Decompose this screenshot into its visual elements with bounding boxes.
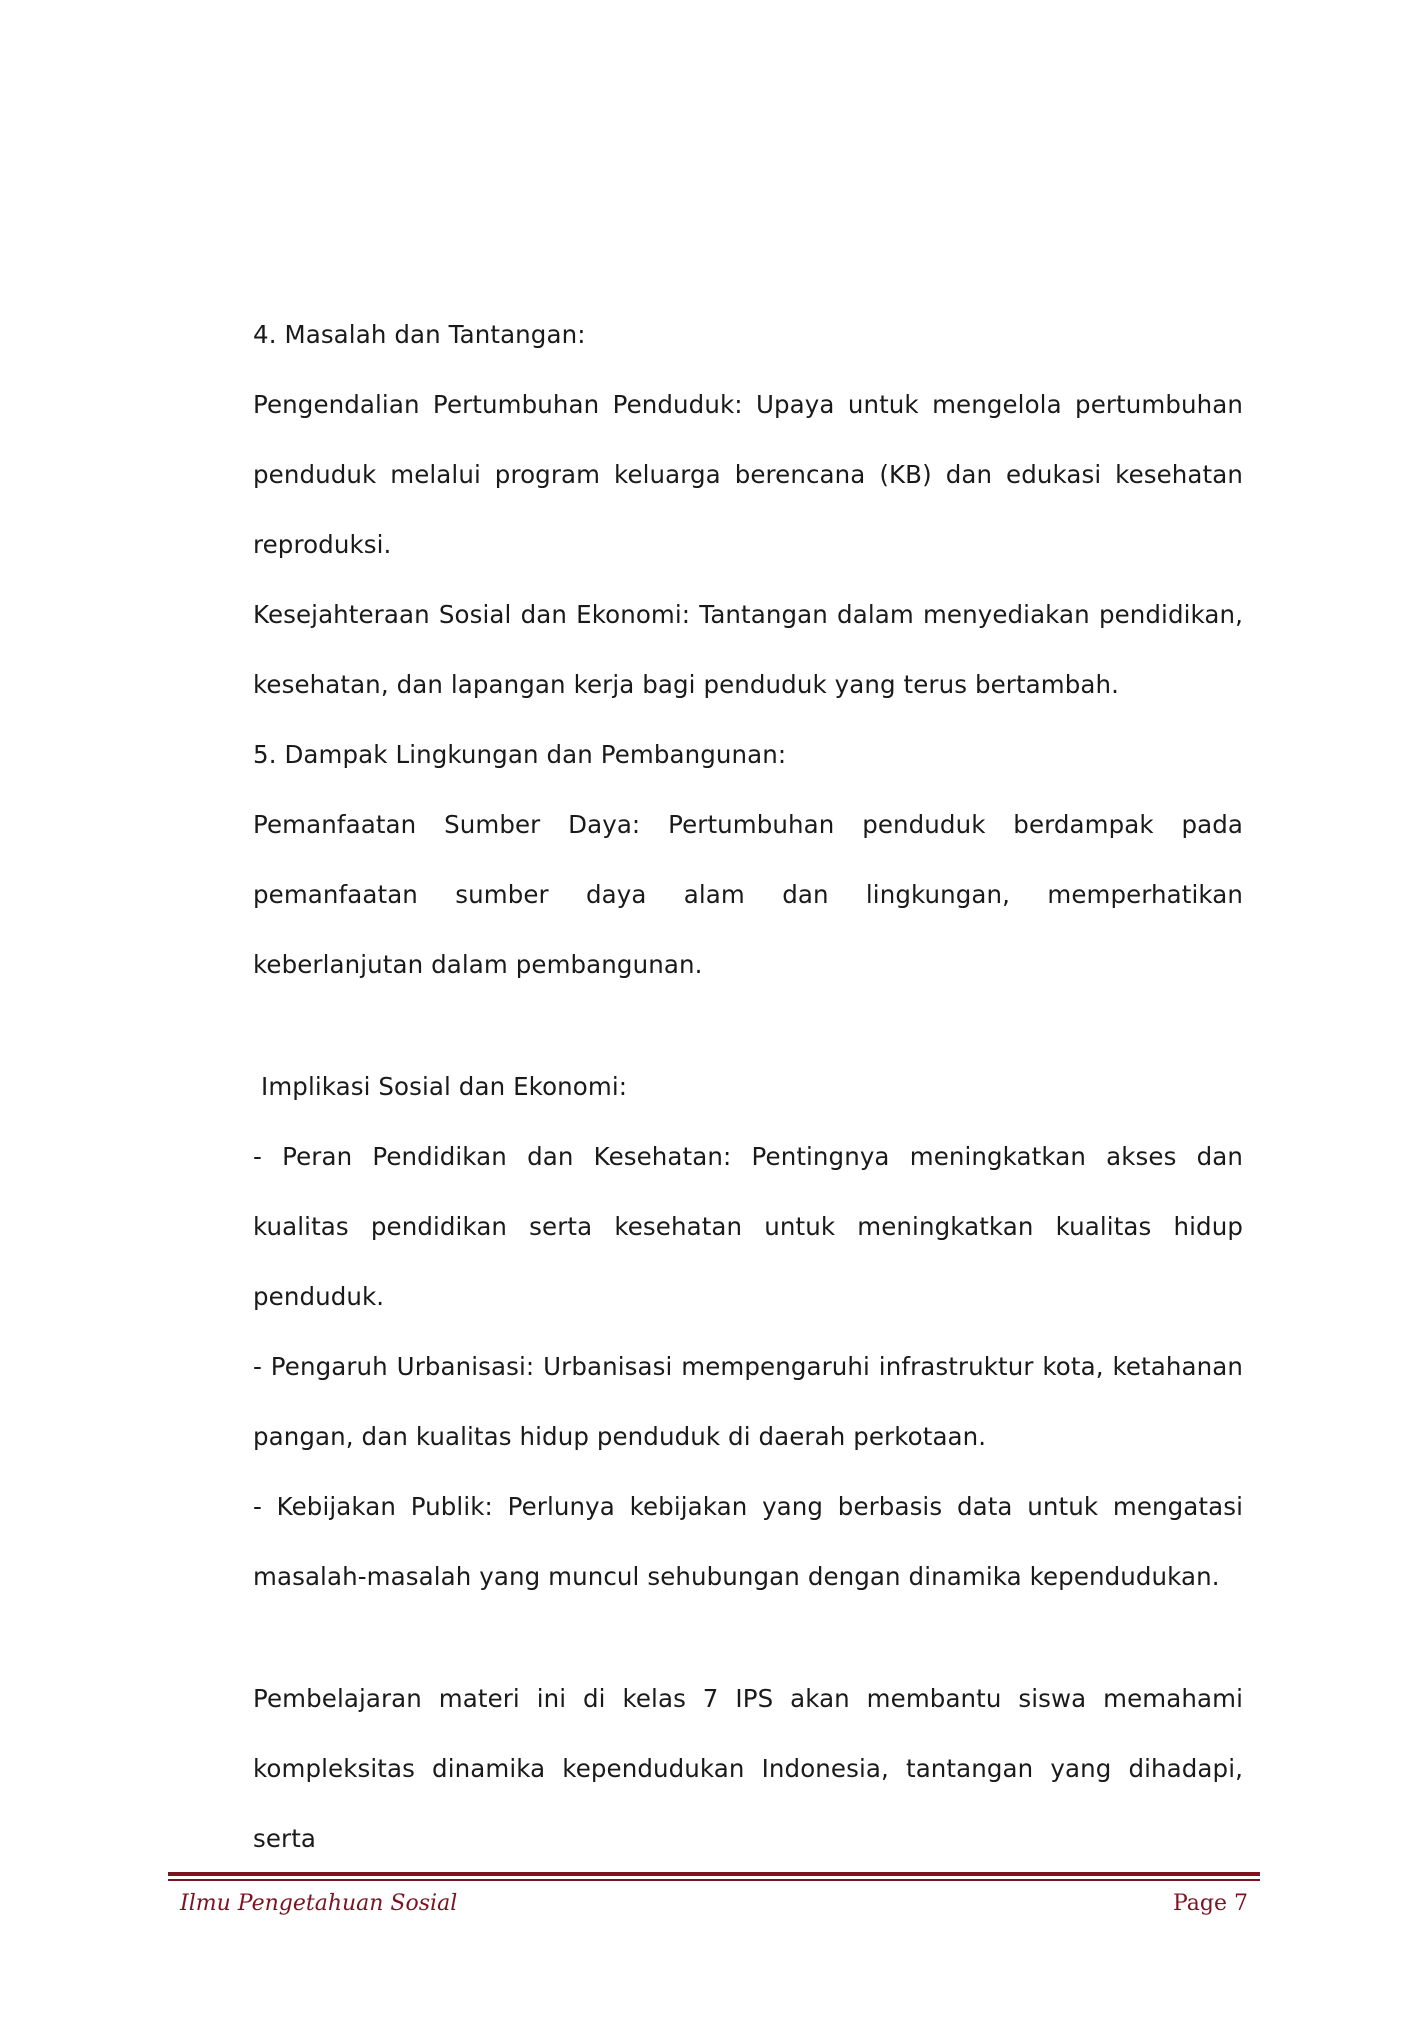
paragraph-pengaruh-urbanisasi: - Pengaruh Urbanisasi: Urbanisasi mempengaruhi infrastruktur kota, ketahanan pangan, dan kualitas hidup penduduk di daerah perkotaan. [253,1352,1243,1451]
paragraph-spacer [253,1000,1243,1052]
paragraph-pemanfaatan-sumber-daya: Pemanfaatan Sumber Daya: Pertumbuhan penduduk berdampak pada pemanfaatan sumber daya alam dan lingkungan, memperhatikan keberlanjutan dalam pembangunan. [253,810,1243,979]
section-heading-4: 4. Masalah dan Tantangan: [253,320,586,349]
footer-rule-top [168,1872,1260,1876]
footer-rule-bottom [168,1879,1260,1881]
footer-page-number: Page 7 [1172,1891,1248,1916]
section-heading-5: 5. Dampak Lingkungan dan Pembangunan: [253,740,787,769]
page-content [253,300,1243,1874]
page-footer [168,1872,1260,1916]
footer-row [168,1891,1260,1916]
paragraph-spacer-2 [253,1612,1243,1664]
paragraph-peran-pendidikan-dan-kesehatan: - Peran Pendidikan dan Kesehatan: Pentingnya meningkatkan akses dan kualitas pendidikan serta kesehatan untuk meningkatkan kualitas hidup penduduk. [253,1142,1243,1311]
footer-document-title: Ilmu Pengetahuan Sosial [180,1891,458,1916]
paragraph-kebijakan-publik: - Kebijakan Publik: Perlunya kebijakan yang berbasis data untuk mengatasi masalah-masalah yang muncul sehubungan dengan dinamika kependudukan. [253,1492,1243,1591]
paragraph-kesejahteraan-sosial-dan-ekonomi: Kesejahteraan Sosial dan Ekonomi: Tantangan dalam menyediakan pendidikan, kesehatan, dan lapangan kerja bagi penduduk yang terus bertambah. [253,600,1243,699]
paragraph-pembelajaran-materi: Pembelajaran materi ini di kelas 7 IPS akan membantu siswa memahami kompleksitas dinamika kependudukan Indonesia, tantangan yang dihadapi, serta [253,1684,1243,1853]
paragraph-pengendalian-pertumbuhan-penduduk: Pengendalian Pertumbuhan Penduduk: Upaya untuk mengelola pertumbuhan penduduk melalui program keluarga berencana (KB) dan edukasi kesehatan reproduksi. [253,390,1243,559]
section-heading-implikasi: Implikasi Sosial dan Ekonomi: [261,1072,628,1101]
